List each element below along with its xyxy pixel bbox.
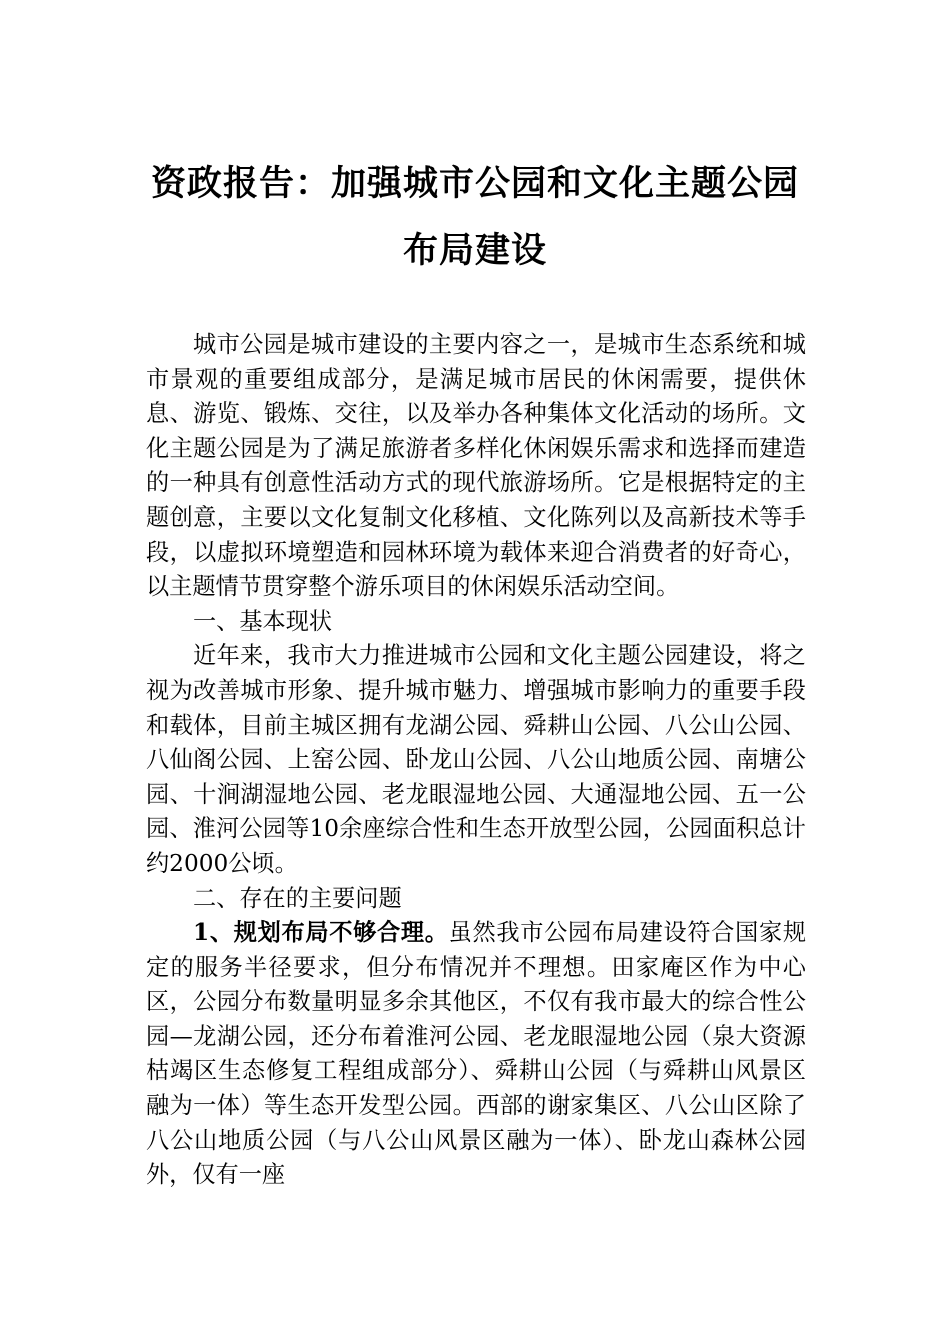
problem-1-lead: 1、规划布局不够合理。 [193, 919, 449, 947]
problem-1-text: 虽然我市公园布局建设符合国家规定的服务半径要求，但分布情况并不理想。田家庵区作为中心区，公园分布数量明显多余其他区，不仅有我市最大的综合性公园—龙湖公园，还分布着淮河公园、老龙眼湿地公园（泉大资源枯竭区生态修复工程组成部分）、舜耕山公园（与舜耕山风景区融为一体）等生态开发型公园。西部的谢家集区、八公山区除了八公山地质公园（与八公山风景区融为一体）、卧龙山森林公园外，仅有一座 [146, 919, 807, 1189]
document-title-line-2: 布局建设 [402, 230, 547, 271]
status-paragraph: 近年来，我市大力推进城市公园和文化主题公园建设，将之视为改善城市形象、提升城市魅力、增强城市影响力的重要手段和载体，目前主城区拥有龙湖公园、舜耕山公园、八公山公园、八仙阁公园、上窑公园、卧龙山公园、八公山地质公园、南塘公园、十涧湖湿地公园、老龙眼湿地公园、大通湿地公园、五一公园、淮河公园等10余座综合性和生态开放型公园，公园面积总计约2000公顷。 [146, 642, 806, 877]
document-title-line-1: 资政报告：加强城市公园和文化主题公园 [150, 163, 799, 204]
intro-paragraph: 城市公园是城市建设的主要内容之一，是城市生态系统和城市景观的重要组成部分，是满足城市居民的休闲需要，提供休息、游览、锻炼、交往，以及举办各种集体文化活动的场所。文化主题公园是为了满足旅游者多样化休闲娱乐需求和选择而建造的一种具有创意性活动方式的现代旅游场所。它是根据特定的主题创意，主要以文化复制文化移植、文化陈列以及高新技术等手段，以虚拟环境塑造和园林环境为载体来迎合消费者的好奇心，以主题情节贯穿整个游乐项目的休闲娱乐活动空间。 [146, 331, 806, 601]
section-heading-problems: 二、存在的主要问题 [193, 884, 402, 912]
document-body [146, 328, 806, 1193]
problem-1-paragraph [146, 916, 806, 1193]
section-heading-status: 一、基本现状 [193, 607, 333, 635]
